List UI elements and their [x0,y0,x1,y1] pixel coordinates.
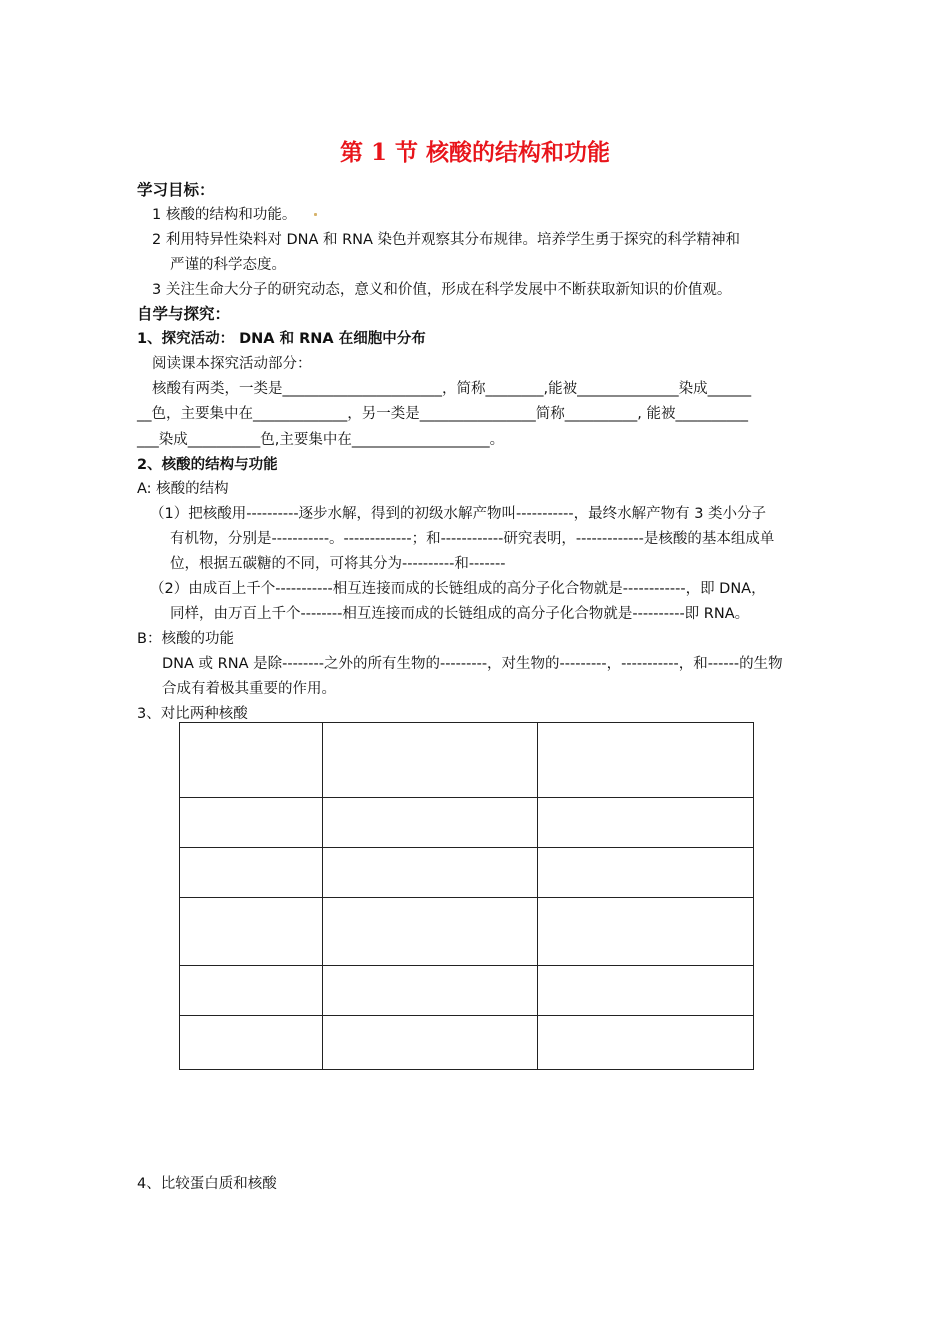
comparison-table [179,722,754,1070]
table-cell [323,723,538,798]
table-row [180,848,754,898]
para-1-line1: （1）把核酸用----------逐步水解，得到的初级水解产物叫-----------，最终水解产物有 3 类小分子 [150,506,767,522]
table-cell [180,798,323,848]
table-cell [538,723,754,798]
function-heading: B：核酸的功能 [137,631,234,647]
fill-blank-line-3: ___染成__________色,主要集中在___________________。 [137,432,505,448]
table-row [180,798,754,848]
table-cell [538,966,754,1016]
objectives-heading: 学习目标： [137,181,215,199]
table-cell [538,898,754,966]
table-row [180,1016,754,1070]
table-row [180,966,754,1016]
section-2-heading: 2、核酸的结构与功能 [137,457,278,473]
para-2-line2: 同样，由万百上千个--------相互连接而成的长链组成的高分子化合物就是----------即 RNA。 [170,606,750,622]
objective-2-line2: 严谨的科学态度。 [170,257,286,273]
table-row [180,723,754,798]
para-2-line1: （2）由成百上千个-----------相互连接而成的长链组成的高分子化合物就是------------，即 DNA， [150,581,766,597]
section-1-heading: 1、探究活动： DNA 和 RNA 在细胞中分布 [137,331,426,347]
table-cell [180,898,323,966]
table-row [180,898,754,966]
table-cell [180,723,323,798]
table-cell [538,848,754,898]
self-study-heading: 自学与探究： [137,305,231,323]
table-cell [323,898,538,966]
section-3-heading: 3、对比两种核酸 [137,706,248,722]
function-line1: DNA 或 RNA 是除--------之外的所有生物的---------，对生物的---------，-----------，和------的生物 [162,656,783,672]
objective-3: 3 关注生命大分子的研究动态，意义和价值，形成在科学发展中不断获取新知识的价值观。 [152,282,732,298]
table-cell [180,966,323,1016]
section-1-intro: 阅读课本探究活动部分： [152,356,312,372]
table-cell [180,848,323,898]
objective-1: 1 核酸的结构和功能。 [152,207,297,223]
function-line2: 合成有着极其重要的作用。 [162,681,336,697]
fill-blank-line-2: __色，主要集中在_____________，另一类是________________简称__________, 能被__________ [137,406,748,422]
table-cell [323,798,538,848]
scan-mark [314,213,317,216]
fill-blank-line-1: 核酸有两类，一类是______________________，简称________,能被______________染成______ [152,381,752,397]
table-cell [538,798,754,848]
table-cell [538,1016,754,1070]
table-cell [323,1016,538,1070]
table-cell [323,966,538,1016]
structure-heading: A: 核酸的结构 [137,481,229,497]
para-1-line2: 有机物，分别是-----------。-------------；和------------研究表明，-------------是核酸的基本组成单 [170,531,775,547]
table-cell [180,1016,323,1070]
table-cell [323,848,538,898]
objective-2-line1: 2 利用特异性染料对 DNA 和 RNA 染色并观察其分布规律。培养学生勇于探究的科学精神和 [152,232,741,248]
section-4-heading: 4、比较蛋白质和核酸 [137,1176,277,1192]
page-title: 第 1 节 核酸的结构和功能 [339,139,611,166]
para-1-line3: 位，根据五碳糖的不同，可将其分为----------和------- [170,556,506,572]
